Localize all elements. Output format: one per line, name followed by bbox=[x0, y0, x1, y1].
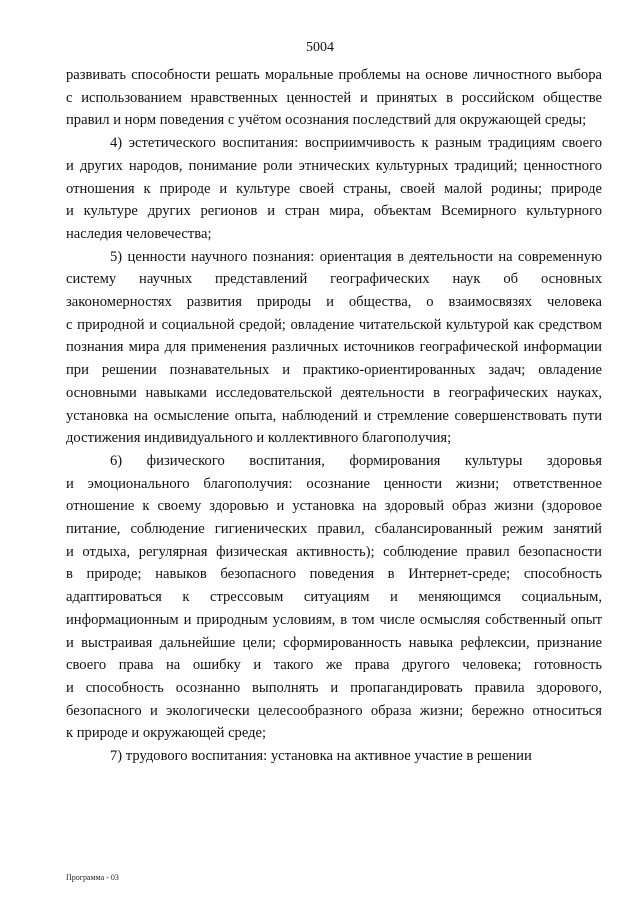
text-line: систему научных представлений географических наук об основных bbox=[66, 271, 602, 288]
text-line: 5) ценности научного познания: ориентация в деятельности на современную bbox=[110, 248, 602, 265]
text-line: безопасного и экологически целесообразного образа жизни; бережно относиться bbox=[66, 702, 602, 719]
text-line: установка на осмысление опыта, наблюдений и стремление совершенствовать пути bbox=[66, 407, 602, 424]
text-line: и способность осознанно выполнять и пропагандировать правила здорового, bbox=[66, 679, 602, 696]
text-line: развивать способности решать моральные проблемы на основе личностного выбора bbox=[66, 67, 602, 83]
text-line: познания мира для применения различных источников географической информации bbox=[66, 339, 602, 356]
text-line: своего права на ошибку и такого же права другого человека; готовность bbox=[66, 657, 602, 674]
text-line: к природе и окружающей среде; bbox=[66, 725, 267, 742]
text-line: с использованием нравственных ценностей и принятых в российском обществе bbox=[66, 89, 602, 106]
text-line: основными навыками исследовательской деятельности в географических науках, bbox=[66, 384, 602, 401]
paragraph-p7 bbox=[66, 745, 602, 768]
document-body bbox=[66, 64, 602, 768]
footer-label: Программа - 03 bbox=[66, 873, 119, 882]
text-line: наследия человечества; bbox=[66, 225, 212, 242]
text-line: и других народов, понимание роли этнических культурных традиций; ценностного bbox=[66, 157, 602, 174]
paragraph-p0 bbox=[66, 64, 602, 132]
text-line: в природе; навыков безопасного поведения в Интернет-среде; способность bbox=[66, 566, 602, 583]
paragraph-p4 bbox=[66, 132, 602, 246]
text-line: 4) эстетического воспитания: восприимчивость к разным традициям своего bbox=[110, 135, 602, 152]
text-line: и выстраивая дальнейшие цели; сформированность навыка рефлексии, признание bbox=[66, 634, 602, 651]
text-line: при решении познавательных и практико-ориентированных задач; овладение bbox=[66, 362, 602, 379]
text-line: адаптироваться к стрессовым ситуациям и меняющимся социальным, bbox=[66, 589, 602, 606]
text-line: закономерностях развития природы и общества, о взаимосвязях человека bbox=[66, 294, 602, 311]
text-line: питание, соблюдение гигиенических правил, сбалансированный режим занятий bbox=[66, 521, 602, 538]
text-line: и культуре других регионов и стран мира, объектам Всемирного культурного bbox=[66, 203, 602, 220]
paragraph-p6 bbox=[66, 450, 602, 745]
text-line: и эмоционального благополучия: осознание ценности жизни; ответственное bbox=[66, 475, 602, 492]
text-line: отношения к природе и культуре своей страны, своей малой родины; природе bbox=[66, 180, 602, 197]
text-line: отношение к своему здоровью и установка на здоровый образ жизни (здоровое bbox=[66, 498, 602, 515]
page-number: 5004 bbox=[306, 40, 334, 55]
text-line: и отдыха, регулярная физическая активность); соблюдение правил безопасности bbox=[66, 543, 602, 560]
text-line: 6) физического воспитания, формирования культуры здоровья bbox=[110, 452, 602, 469]
text-line: 7) трудового воспитания: установка на активное участие в решении bbox=[110, 748, 532, 765]
text-line: с природной и социальной средой; овладение читательской культурой как средством bbox=[66, 316, 602, 333]
text-line: информационным и природным условиям, в том числе осмысляя собственный опыт bbox=[66, 611, 602, 628]
text-line: достижения индивидуального и коллективного благополучия; bbox=[66, 430, 452, 447]
text-line: правил и норм поведения с учётом осознания последствий для окружающей среды; bbox=[66, 112, 587, 129]
paragraph-p5 bbox=[66, 246, 602, 450]
